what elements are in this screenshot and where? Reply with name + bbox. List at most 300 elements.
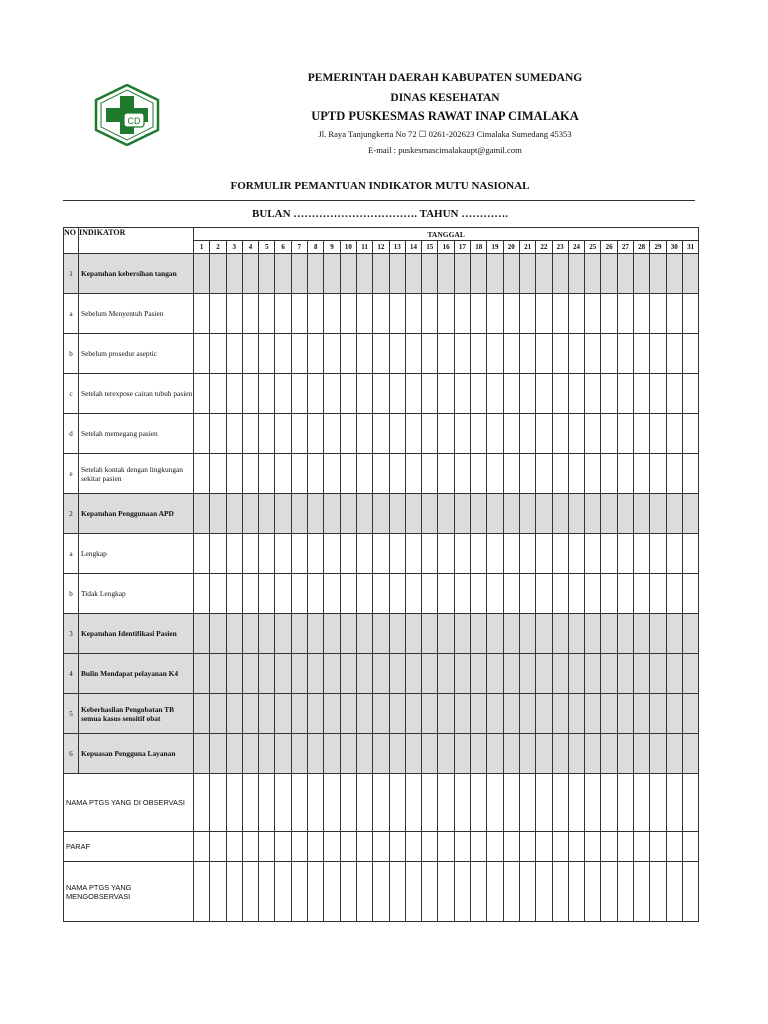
day-cell-30[interactable] xyxy=(666,294,682,334)
day-cell-3[interactable] xyxy=(226,614,242,654)
day-cell-25[interactable] xyxy=(585,254,601,294)
day-cell-6[interactable] xyxy=(275,862,291,922)
day-cell-23[interactable] xyxy=(552,294,568,334)
day-cell-20[interactable] xyxy=(503,734,519,774)
day-cell-13[interactable] xyxy=(389,614,405,654)
day-cell-12[interactable] xyxy=(373,774,389,832)
day-cell-8[interactable] xyxy=(308,334,324,374)
day-cell-15[interactable] xyxy=(422,694,438,734)
day-cell-14[interactable] xyxy=(405,534,421,574)
day-cell-12[interactable] xyxy=(373,254,389,294)
day-cell-30[interactable] xyxy=(666,374,682,414)
day-cell-3[interactable] xyxy=(226,654,242,694)
day-cell-8[interactable] xyxy=(308,254,324,294)
day-cell-3[interactable] xyxy=(226,734,242,774)
day-cell-4[interactable] xyxy=(242,414,258,454)
day-cell-20[interactable] xyxy=(503,254,519,294)
day-cell-24[interactable] xyxy=(568,734,584,774)
day-cell-20[interactable] xyxy=(503,294,519,334)
day-cell-26[interactable] xyxy=(601,374,617,414)
day-cell-11[interactable] xyxy=(356,862,372,922)
day-cell-21[interactable] xyxy=(519,614,535,654)
day-cell-1[interactable] xyxy=(194,614,210,654)
day-cell-5[interactable] xyxy=(259,254,275,294)
day-cell-22[interactable] xyxy=(536,832,552,862)
day-cell-16[interactable] xyxy=(438,414,454,454)
day-cell-17[interactable] xyxy=(454,294,470,334)
day-cell-21[interactable] xyxy=(519,454,535,494)
day-cell-4[interactable] xyxy=(242,832,258,862)
day-cell-26[interactable] xyxy=(601,334,617,374)
day-cell-31[interactable] xyxy=(682,494,698,534)
day-cell-26[interactable] xyxy=(601,534,617,574)
day-cell-26[interactable] xyxy=(601,494,617,534)
day-cell-10[interactable] xyxy=(340,454,356,494)
day-cell-17[interactable] xyxy=(454,414,470,454)
day-cell-30[interactable] xyxy=(666,734,682,774)
day-cell-1[interactable] xyxy=(194,832,210,862)
day-cell-2[interactable] xyxy=(210,254,226,294)
day-cell-25[interactable] xyxy=(585,454,601,494)
day-cell-23[interactable] xyxy=(552,534,568,574)
day-cell-10[interactable] xyxy=(340,614,356,654)
day-cell-1[interactable] xyxy=(194,774,210,832)
day-cell-14[interactable] xyxy=(405,774,421,832)
day-cell-12[interactable] xyxy=(373,294,389,334)
day-cell-1[interactable] xyxy=(194,334,210,374)
day-cell-4[interactable] xyxy=(242,254,258,294)
day-cell-19[interactable] xyxy=(487,574,503,614)
day-cell-25[interactable] xyxy=(585,534,601,574)
day-cell-3[interactable] xyxy=(226,454,242,494)
day-cell-26[interactable] xyxy=(601,294,617,334)
day-cell-14[interactable] xyxy=(405,734,421,774)
day-cell-18[interactable] xyxy=(471,494,487,534)
day-cell-15[interactable] xyxy=(422,574,438,614)
day-cell-9[interactable] xyxy=(324,294,340,334)
day-cell-18[interactable] xyxy=(471,862,487,922)
day-cell-22[interactable] xyxy=(536,862,552,922)
day-cell-29[interactable] xyxy=(650,654,666,694)
day-cell-24[interactable] xyxy=(568,862,584,922)
day-cell-7[interactable] xyxy=(291,334,307,374)
day-cell-10[interactable] xyxy=(340,734,356,774)
day-cell-15[interactable] xyxy=(422,654,438,694)
day-cell-28[interactable] xyxy=(634,614,650,654)
day-cell-20[interactable] xyxy=(503,414,519,454)
day-cell-17[interactable] xyxy=(454,614,470,654)
day-cell-15[interactable] xyxy=(422,614,438,654)
day-cell-8[interactable] xyxy=(308,774,324,832)
day-cell-18[interactable] xyxy=(471,832,487,862)
day-cell-5[interactable] xyxy=(259,454,275,494)
day-cell-19[interactable] xyxy=(487,734,503,774)
day-cell-1[interactable] xyxy=(194,294,210,334)
day-cell-7[interactable] xyxy=(291,454,307,494)
day-cell-24[interactable] xyxy=(568,774,584,832)
day-cell-3[interactable] xyxy=(226,774,242,832)
day-cell-4[interactable] xyxy=(242,574,258,614)
day-cell-26[interactable] xyxy=(601,862,617,922)
day-cell-5[interactable] xyxy=(259,614,275,654)
day-cell-20[interactable] xyxy=(503,774,519,832)
day-cell-25[interactable] xyxy=(585,414,601,454)
day-cell-20[interactable] xyxy=(503,614,519,654)
day-cell-30[interactable] xyxy=(666,862,682,922)
day-cell-7[interactable] xyxy=(291,534,307,574)
day-cell-1[interactable] xyxy=(194,414,210,454)
day-cell-1[interactable] xyxy=(194,374,210,414)
day-cell-11[interactable] xyxy=(356,254,372,294)
day-cell-28[interactable] xyxy=(634,454,650,494)
day-cell-1[interactable] xyxy=(194,694,210,734)
day-cell-2[interactable] xyxy=(210,334,226,374)
day-cell-28[interactable] xyxy=(634,334,650,374)
day-cell-4[interactable] xyxy=(242,774,258,832)
day-cell-29[interactable] xyxy=(650,614,666,654)
day-cell-3[interactable] xyxy=(226,832,242,862)
day-cell-22[interactable] xyxy=(536,614,552,654)
day-cell-29[interactable] xyxy=(650,734,666,774)
day-cell-5[interactable] xyxy=(259,694,275,734)
day-cell-11[interactable] xyxy=(356,832,372,862)
day-cell-19[interactable] xyxy=(487,862,503,922)
day-cell-20[interactable] xyxy=(503,334,519,374)
day-cell-5[interactable] xyxy=(259,374,275,414)
day-cell-12[interactable] xyxy=(373,454,389,494)
day-cell-15[interactable] xyxy=(422,294,438,334)
day-cell-6[interactable] xyxy=(275,774,291,832)
day-cell-7[interactable] xyxy=(291,654,307,694)
day-cell-22[interactable] xyxy=(536,414,552,454)
day-cell-27[interactable] xyxy=(617,294,633,334)
day-cell-21[interactable] xyxy=(519,534,535,574)
day-cell-10[interactable] xyxy=(340,294,356,334)
day-cell-15[interactable] xyxy=(422,494,438,534)
day-cell-1[interactable] xyxy=(194,534,210,574)
day-cell-19[interactable] xyxy=(487,774,503,832)
day-cell-14[interactable] xyxy=(405,654,421,694)
day-cell-24[interactable] xyxy=(568,374,584,414)
day-cell-7[interactable] xyxy=(291,734,307,774)
day-cell-19[interactable] xyxy=(487,494,503,534)
day-cell-25[interactable] xyxy=(585,614,601,654)
day-cell-3[interactable] xyxy=(226,862,242,922)
day-cell-6[interactable] xyxy=(275,694,291,734)
day-cell-1[interactable] xyxy=(194,574,210,614)
day-cell-9[interactable] xyxy=(324,654,340,694)
day-cell-14[interactable] xyxy=(405,832,421,862)
day-cell-27[interactable] xyxy=(617,862,633,922)
day-cell-3[interactable] xyxy=(226,494,242,534)
day-cell-28[interactable] xyxy=(634,654,650,694)
day-cell-19[interactable] xyxy=(487,454,503,494)
day-cell-9[interactable] xyxy=(324,454,340,494)
day-cell-1[interactable] xyxy=(194,494,210,534)
day-cell-16[interactable] xyxy=(438,654,454,694)
day-cell-16[interactable] xyxy=(438,694,454,734)
day-cell-26[interactable] xyxy=(601,694,617,734)
day-cell-7[interactable] xyxy=(291,574,307,614)
day-cell-5[interactable] xyxy=(259,862,275,922)
day-cell-29[interactable] xyxy=(650,454,666,494)
day-cell-18[interactable] xyxy=(471,374,487,414)
day-cell-10[interactable] xyxy=(340,774,356,832)
day-cell-15[interactable] xyxy=(422,254,438,294)
day-cell-19[interactable] xyxy=(487,654,503,694)
day-cell-11[interactable] xyxy=(356,694,372,734)
day-cell-22[interactable] xyxy=(536,654,552,694)
day-cell-7[interactable] xyxy=(291,832,307,862)
day-cell-27[interactable] xyxy=(617,534,633,574)
day-cell-2[interactable] xyxy=(210,534,226,574)
day-cell-5[interactable] xyxy=(259,414,275,454)
day-cell-31[interactable] xyxy=(682,654,698,694)
day-cell-31[interactable] xyxy=(682,862,698,922)
day-cell-17[interactable] xyxy=(454,862,470,922)
day-cell-2[interactable] xyxy=(210,574,226,614)
day-cell-18[interactable] xyxy=(471,774,487,832)
day-cell-14[interactable] xyxy=(405,862,421,922)
day-cell-19[interactable] xyxy=(487,614,503,654)
day-cell-2[interactable] xyxy=(210,614,226,654)
day-cell-31[interactable] xyxy=(682,414,698,454)
day-cell-16[interactable] xyxy=(438,334,454,374)
day-cell-12[interactable] xyxy=(373,734,389,774)
day-cell-29[interactable] xyxy=(650,334,666,374)
day-cell-29[interactable] xyxy=(650,374,666,414)
day-cell-24[interactable] xyxy=(568,494,584,534)
day-cell-7[interactable] xyxy=(291,294,307,334)
day-cell-20[interactable] xyxy=(503,862,519,922)
day-cell-18[interactable] xyxy=(471,334,487,374)
day-cell-19[interactable] xyxy=(487,374,503,414)
day-cell-26[interactable] xyxy=(601,654,617,694)
day-cell-8[interactable] xyxy=(308,454,324,494)
day-cell-30[interactable] xyxy=(666,414,682,454)
day-cell-18[interactable] xyxy=(471,414,487,454)
day-cell-11[interactable] xyxy=(356,414,372,454)
day-cell-10[interactable] xyxy=(340,494,356,534)
day-cell-22[interactable] xyxy=(536,774,552,832)
day-cell-27[interactable] xyxy=(617,574,633,614)
day-cell-24[interactable] xyxy=(568,414,584,454)
day-cell-2[interactable] xyxy=(210,862,226,922)
day-cell-16[interactable] xyxy=(438,294,454,334)
day-cell-21[interactable] xyxy=(519,574,535,614)
day-cell-29[interactable] xyxy=(650,862,666,922)
day-cell-31[interactable] xyxy=(682,734,698,774)
day-cell-19[interactable] xyxy=(487,254,503,294)
day-cell-4[interactable] xyxy=(242,494,258,534)
day-cell-19[interactable] xyxy=(487,294,503,334)
day-cell-8[interactable] xyxy=(308,862,324,922)
day-cell-10[interactable] xyxy=(340,534,356,574)
day-cell-20[interactable] xyxy=(503,534,519,574)
day-cell-2[interactable] xyxy=(210,414,226,454)
day-cell-11[interactable] xyxy=(356,774,372,832)
day-cell-22[interactable] xyxy=(536,734,552,774)
day-cell-29[interactable] xyxy=(650,694,666,734)
day-cell-2[interactable] xyxy=(210,494,226,534)
day-cell-1[interactable] xyxy=(194,454,210,494)
day-cell-11[interactable] xyxy=(356,654,372,694)
day-cell-18[interactable] xyxy=(471,734,487,774)
day-cell-29[interactable] xyxy=(650,534,666,574)
day-cell-20[interactable] xyxy=(503,454,519,494)
day-cell-11[interactable] xyxy=(356,454,372,494)
day-cell-13[interactable] xyxy=(389,774,405,832)
day-cell-6[interactable] xyxy=(275,334,291,374)
day-cell-9[interactable] xyxy=(324,832,340,862)
day-cell-21[interactable] xyxy=(519,254,535,294)
day-cell-17[interactable] xyxy=(454,254,470,294)
day-cell-29[interactable] xyxy=(650,414,666,454)
day-cell-14[interactable] xyxy=(405,254,421,294)
day-cell-23[interactable] xyxy=(552,862,568,922)
day-cell-6[interactable] xyxy=(275,832,291,862)
day-cell-15[interactable] xyxy=(422,534,438,574)
day-cell-23[interactable] xyxy=(552,414,568,454)
day-cell-2[interactable] xyxy=(210,774,226,832)
day-cell-11[interactable] xyxy=(356,494,372,534)
day-cell-31[interactable] xyxy=(682,574,698,614)
day-cell-19[interactable] xyxy=(487,694,503,734)
day-cell-30[interactable] xyxy=(666,694,682,734)
day-cell-17[interactable] xyxy=(454,832,470,862)
day-cell-10[interactable] xyxy=(340,574,356,614)
day-cell-14[interactable] xyxy=(405,694,421,734)
day-cell-4[interactable] xyxy=(242,862,258,922)
day-cell-23[interactable] xyxy=(552,614,568,654)
day-cell-27[interactable] xyxy=(617,334,633,374)
day-cell-25[interactable] xyxy=(585,774,601,832)
day-cell-25[interactable] xyxy=(585,654,601,694)
day-cell-31[interactable] xyxy=(682,454,698,494)
day-cell-16[interactable] xyxy=(438,254,454,294)
day-cell-12[interactable] xyxy=(373,334,389,374)
day-cell-15[interactable] xyxy=(422,414,438,454)
day-cell-9[interactable] xyxy=(324,534,340,574)
day-cell-5[interactable] xyxy=(259,654,275,694)
day-cell-7[interactable] xyxy=(291,614,307,654)
day-cell-10[interactable] xyxy=(340,654,356,694)
day-cell-26[interactable] xyxy=(601,734,617,774)
day-cell-23[interactable] xyxy=(552,734,568,774)
day-cell-22[interactable] xyxy=(536,454,552,494)
day-cell-9[interactable] xyxy=(324,254,340,294)
day-cell-10[interactable] xyxy=(340,414,356,454)
day-cell-17[interactable] xyxy=(454,534,470,574)
day-cell-9[interactable] xyxy=(324,574,340,614)
day-cell-6[interactable] xyxy=(275,574,291,614)
day-cell-3[interactable] xyxy=(226,294,242,334)
day-cell-29[interactable] xyxy=(650,494,666,534)
day-cell-1[interactable] xyxy=(194,862,210,922)
day-cell-9[interactable] xyxy=(324,614,340,654)
day-cell-21[interactable] xyxy=(519,414,535,454)
day-cell-16[interactable] xyxy=(438,614,454,654)
day-cell-13[interactable] xyxy=(389,334,405,374)
day-cell-4[interactable] xyxy=(242,454,258,494)
day-cell-4[interactable] xyxy=(242,654,258,694)
day-cell-5[interactable] xyxy=(259,832,275,862)
day-cell-24[interactable] xyxy=(568,832,584,862)
day-cell-2[interactable] xyxy=(210,734,226,774)
day-cell-12[interactable] xyxy=(373,374,389,414)
day-cell-13[interactable] xyxy=(389,454,405,494)
day-cell-8[interactable] xyxy=(308,654,324,694)
day-cell-14[interactable] xyxy=(405,614,421,654)
day-cell-19[interactable] xyxy=(487,832,503,862)
day-cell-13[interactable] xyxy=(389,254,405,294)
day-cell-8[interactable] xyxy=(308,494,324,534)
day-cell-21[interactable] xyxy=(519,832,535,862)
day-cell-11[interactable] xyxy=(356,374,372,414)
day-cell-6[interactable] xyxy=(275,494,291,534)
day-cell-12[interactable] xyxy=(373,614,389,654)
day-cell-23[interactable] xyxy=(552,774,568,832)
day-cell-20[interactable] xyxy=(503,574,519,614)
day-cell-30[interactable] xyxy=(666,774,682,832)
day-cell-17[interactable] xyxy=(454,774,470,832)
day-cell-15[interactable] xyxy=(422,734,438,774)
day-cell-4[interactable] xyxy=(242,374,258,414)
day-cell-8[interactable] xyxy=(308,694,324,734)
day-cell-8[interactable] xyxy=(308,414,324,454)
day-cell-27[interactable] xyxy=(617,774,633,832)
day-cell-31[interactable] xyxy=(682,334,698,374)
day-cell-13[interactable] xyxy=(389,832,405,862)
day-cell-23[interactable] xyxy=(552,254,568,294)
day-cell-2[interactable] xyxy=(210,454,226,494)
day-cell-25[interactable] xyxy=(585,494,601,534)
day-cell-8[interactable] xyxy=(308,832,324,862)
day-cell-28[interactable] xyxy=(634,862,650,922)
day-cell-13[interactable] xyxy=(389,574,405,614)
day-cell-17[interactable] xyxy=(454,374,470,414)
day-cell-13[interactable] xyxy=(389,374,405,414)
day-cell-30[interactable] xyxy=(666,654,682,694)
day-cell-29[interactable] xyxy=(650,254,666,294)
day-cell-24[interactable] xyxy=(568,614,584,654)
day-cell-24[interactable] xyxy=(568,254,584,294)
day-cell-24[interactable] xyxy=(568,654,584,694)
day-cell-13[interactable] xyxy=(389,414,405,454)
day-cell-25[interactable] xyxy=(585,832,601,862)
day-cell-25[interactable] xyxy=(585,694,601,734)
day-cell-12[interactable] xyxy=(373,494,389,534)
day-cell-21[interactable] xyxy=(519,494,535,534)
day-cell-17[interactable] xyxy=(454,734,470,774)
day-cell-26[interactable] xyxy=(601,454,617,494)
day-cell-19[interactable] xyxy=(487,534,503,574)
day-cell-16[interactable] xyxy=(438,454,454,494)
day-cell-2[interactable] xyxy=(210,694,226,734)
day-cell-23[interactable] xyxy=(552,454,568,494)
day-cell-10[interactable] xyxy=(340,862,356,922)
day-cell-27[interactable] xyxy=(617,374,633,414)
day-cell-3[interactable] xyxy=(226,254,242,294)
day-cell-13[interactable] xyxy=(389,294,405,334)
day-cell-23[interactable] xyxy=(552,334,568,374)
day-cell-1[interactable] xyxy=(194,254,210,294)
day-cell-31[interactable] xyxy=(682,832,698,862)
day-cell-3[interactable] xyxy=(226,534,242,574)
day-cell-16[interactable] xyxy=(438,862,454,922)
day-cell-12[interactable] xyxy=(373,654,389,694)
day-cell-10[interactable] xyxy=(340,694,356,734)
